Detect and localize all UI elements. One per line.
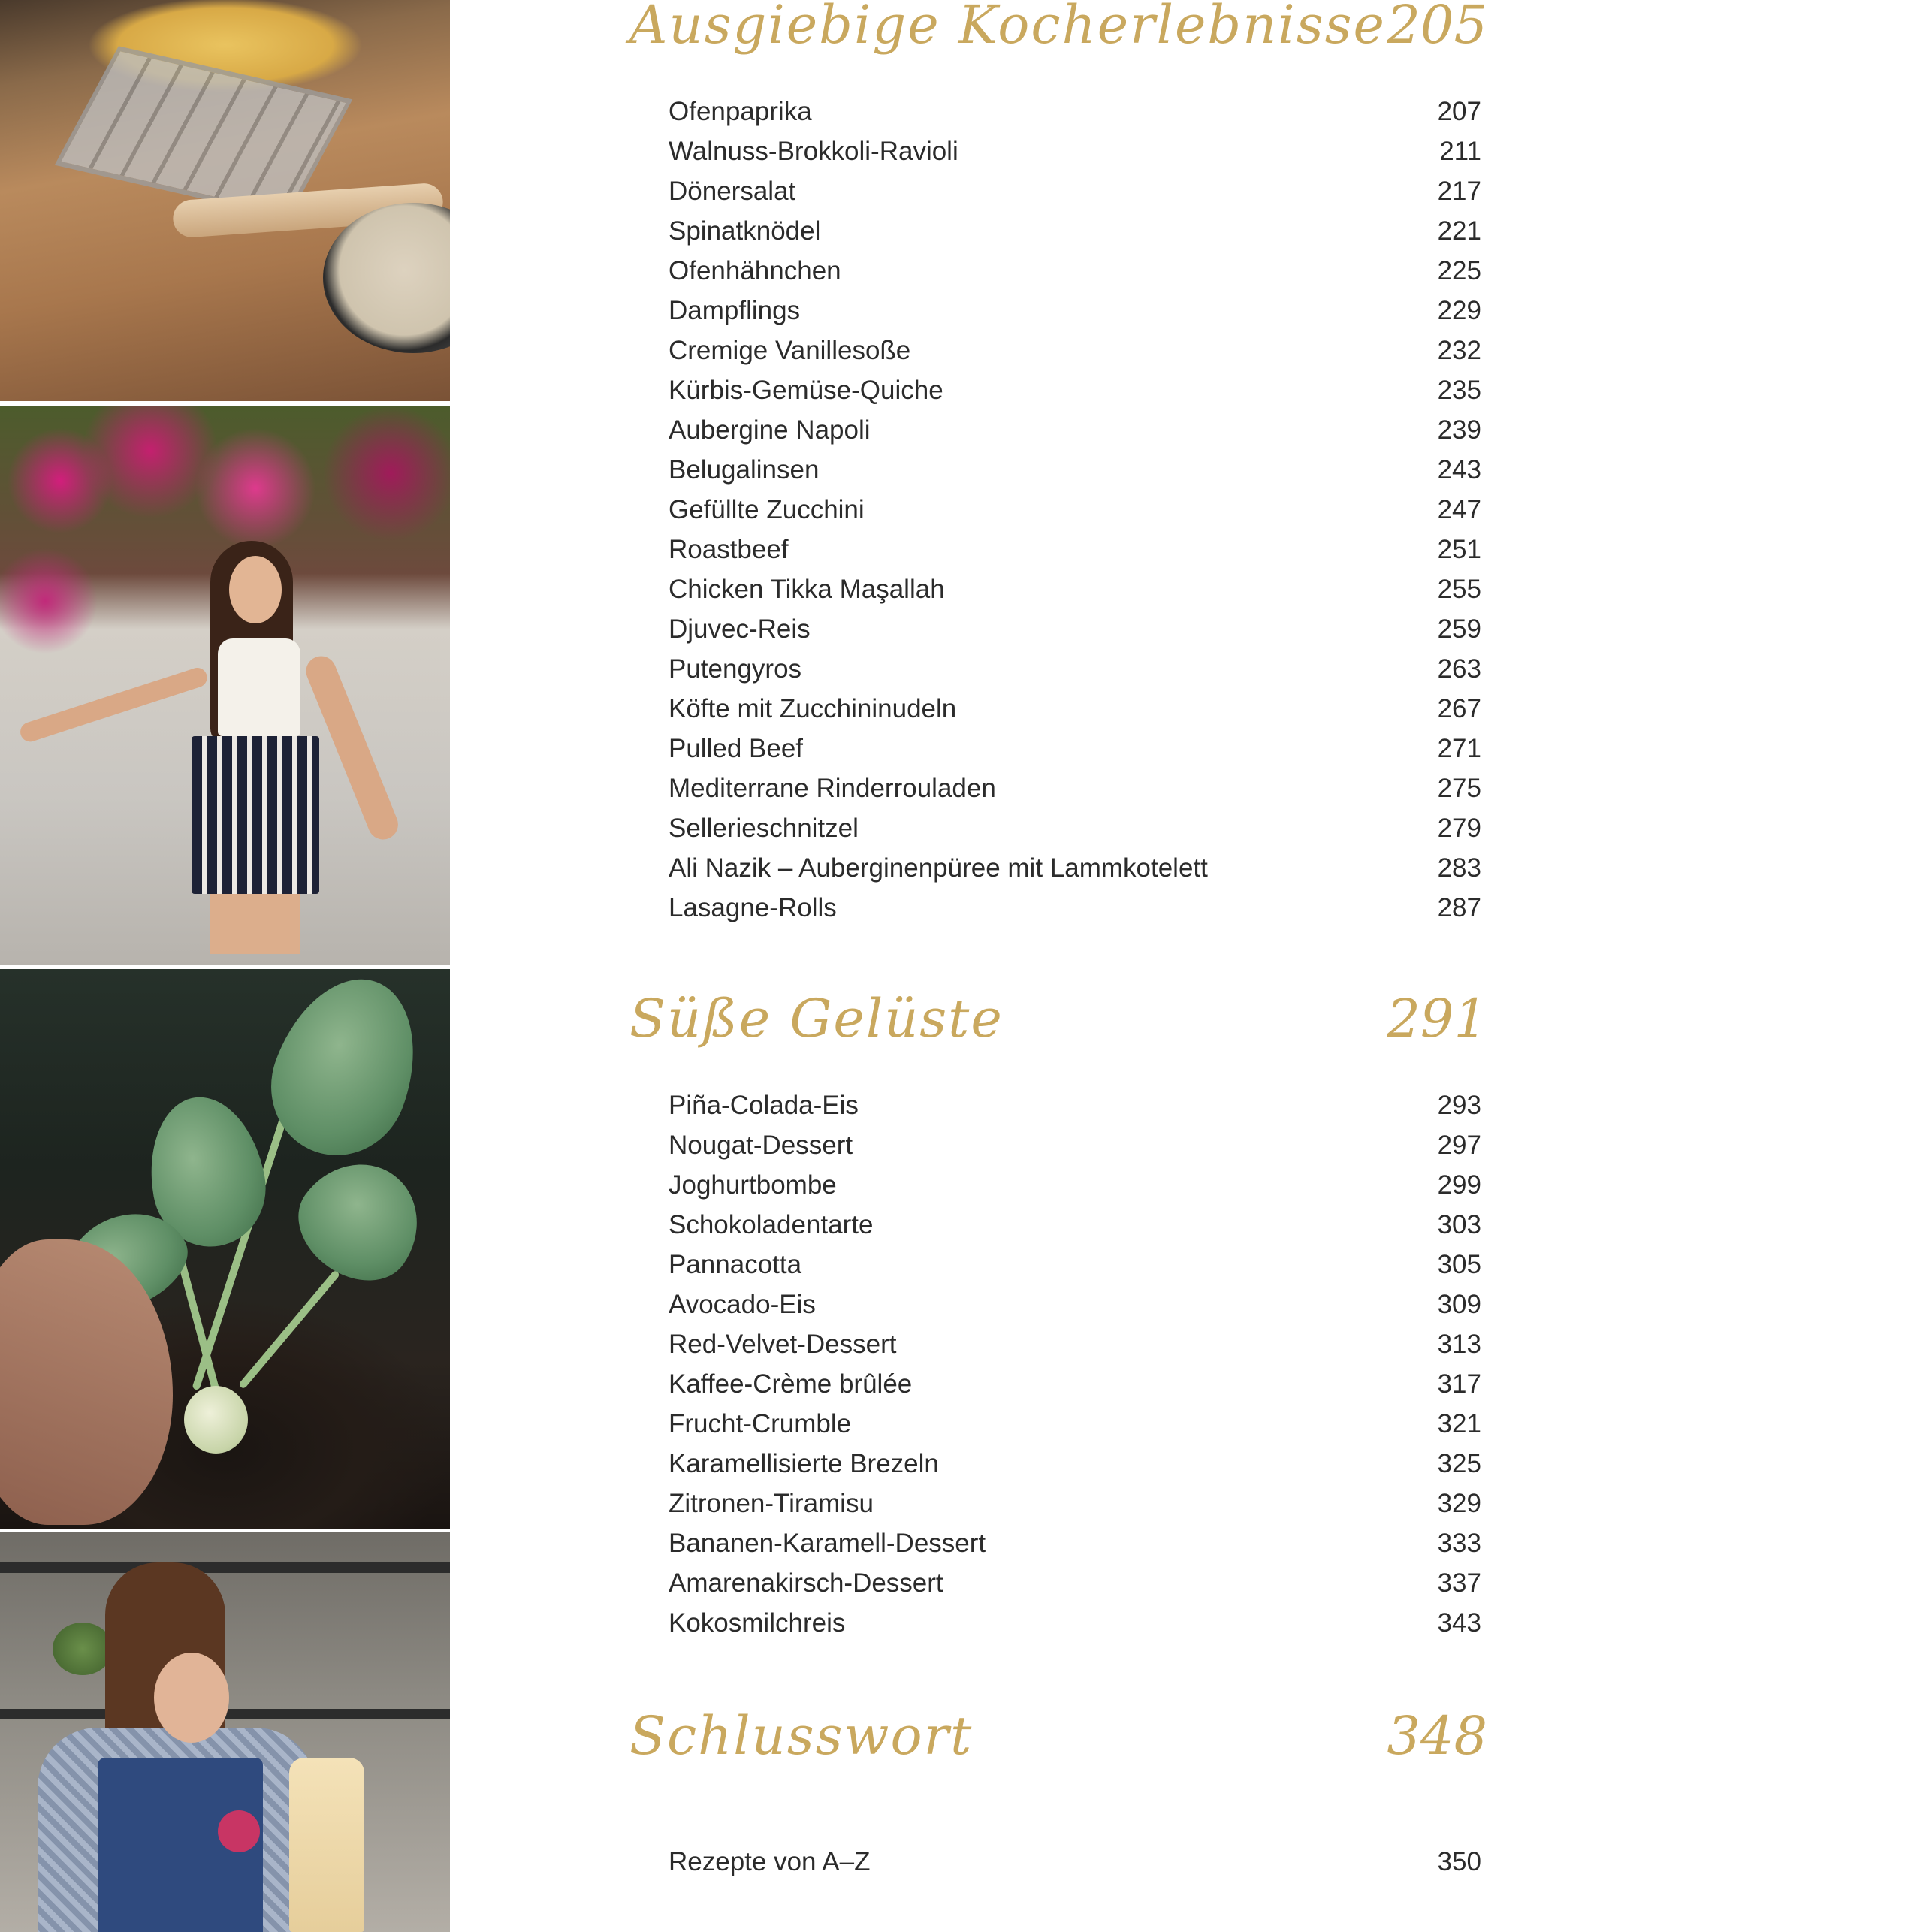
toc-entry[interactable] [669,1284,1481,1324]
section-page-number[interactable]: 348 [1387,1705,1487,1767]
toc-entry-title: Ofenhähnchen [669,256,841,285]
toc-entry-page: 211 [1439,137,1481,166]
toc-entry-page: 271 [1437,734,1481,763]
toc-entry[interactable] [669,848,1481,888]
toc-entry[interactable] [669,1364,1481,1404]
toc-entry-page: 217 [1437,177,1481,206]
toc-entry-page: 207 [1437,97,1481,126]
toc-entry-page: 247 [1437,495,1481,524]
toc-entry-page: 243 [1437,455,1481,485]
toc-entry-page: 221 [1437,216,1481,246]
section-entry-list [669,1085,1481,1643]
toc-entry[interactable] [669,729,1481,768]
toc-entry-title: Putengyros [669,654,802,684]
toc-entry-title: Spinatknödel [669,216,821,246]
toc-entry[interactable] [669,569,1481,609]
toc-entry-title: Frucht-Crumble [669,1409,852,1438]
toc-entry[interactable] [669,649,1481,689]
toc-entry[interactable] [669,1324,1481,1364]
toc-entry-page: 251 [1437,535,1481,564]
toc-entry-title: Avocado-Eis [669,1290,816,1319]
toc-entry-page: 235 [1437,376,1481,405]
toc-entry-page: 299 [1437,1170,1481,1200]
toc-entry-title: Sellerieschnitzel [669,814,859,843]
toc-entry-page: 255 [1437,575,1481,604]
toc-entry-title: Aubergine Napoli [669,415,871,445]
toc-entry-title: Köfte mit Zucchininudeln [669,694,957,723]
toc-entry-title: Gefüllte Zucchini [669,495,865,524]
toc-entry[interactable] [669,1603,1481,1643]
toc-entry-page: 329 [1437,1489,1481,1518]
toc-entry-page: 279 [1437,814,1481,843]
toc-entry[interactable] [669,1404,1481,1444]
toc-entry[interactable] [669,1125,1481,1165]
toc-entry[interactable] [669,331,1481,370]
section-entry-list [669,1842,1481,1882]
toc-entry[interactable] [669,1842,1481,1882]
toc-entry[interactable] [669,609,1481,649]
toc-entry[interactable] [669,1444,1481,1484]
toc-entry-page: 297 [1437,1131,1481,1160]
toc-entry[interactable] [669,490,1481,530]
toc-entry-title: Roastbeef [669,535,789,564]
toc-entry[interactable] [669,131,1481,171]
toc-entry-page: 325 [1437,1449,1481,1478]
toc-entry-page: 293 [1437,1091,1481,1120]
toc-entry-page: 259 [1437,614,1481,644]
toc-entry-page: 333 [1437,1529,1481,1558]
toc-entry-title: Dönersalat [669,177,796,206]
toc-entry-title: Bananen-Karamell-Dessert [669,1529,986,1558]
toc-entry-title: Rezepte von A–Z [669,1847,871,1876]
toc-entry[interactable] [669,689,1481,729]
toc-entry-page: 232 [1437,336,1481,365]
toc-entry[interactable] [669,1484,1481,1523]
toc-entry[interactable] [669,1205,1481,1245]
toc-entry-page: 321 [1437,1409,1481,1438]
toc-entry[interactable] [669,1563,1481,1603]
toc-entry-title: Nougat-Dessert [669,1131,853,1160]
toc-entry[interactable] [669,1085,1481,1125]
toc-entry-title: Pulled Beef [669,734,804,763]
toc-entry-title: Belugalinsen [669,455,820,485]
section-title[interactable]: Ausgiebige Kocherlebnisse [629,0,1386,56]
toc-entry-title: Chicken Tikka Maşallah [669,575,945,604]
toc-entry-page: 305 [1437,1250,1481,1279]
toc-entry-title: Joghurtbombe [669,1170,837,1200]
toc-entry-page: 350 [1437,1847,1481,1876]
toc-entry-title: Karamellisierte Brezeln [669,1449,939,1478]
toc-entry[interactable] [669,370,1481,410]
toc-entry-page: 275 [1437,774,1481,803]
toc-entry-title: Mediterrane Rinderrouladen [669,774,996,803]
toc-entry-page: 313 [1437,1330,1481,1359]
toc-entry-page: 337 [1437,1568,1481,1598]
toc-entry-page: 343 [1437,1608,1481,1638]
toc-entry-page: 287 [1437,893,1481,922]
toc-entry-title: Djuvec-Reis [669,614,811,644]
toc-entry[interactable] [669,888,1481,928]
toc-entry-title: Zitronen-Tiramisu [669,1489,874,1518]
toc-entry-page: 283 [1437,853,1481,883]
toc-entry-title: Kaffee-Crème brûlée [669,1369,913,1399]
toc-entry[interactable] [669,1523,1481,1563]
toc-entry-title: Kürbis-Gemüse-Quiche [669,376,943,405]
toc-entry-page: 267 [1437,694,1481,723]
section-title[interactable]: Schlusswort [629,1705,974,1767]
section-page-number[interactable]: 205 [1387,0,1487,56]
toc-entry-title: Piña-Colada-Eis [669,1091,859,1120]
toc-entry-page: 303 [1437,1210,1481,1239]
toc-entry-title: Kokosmilchreis [669,1608,846,1638]
toc-entry[interactable] [669,1245,1481,1284]
section-title[interactable]: Süße Gelüste [629,988,1004,1049]
toc-entry-title: Walnuss-Brokkoli-Ravioli [669,137,958,166]
toc-entry-page: 309 [1437,1290,1481,1319]
toc-entry[interactable] [669,450,1481,490]
toc-entry[interactable] [669,291,1481,331]
toc-entry-page: 229 [1437,296,1481,325]
toc-entry-title: Pannacotta [669,1250,802,1279]
toc-entry[interactable] [669,530,1481,569]
toc-entry[interactable] [669,808,1481,848]
toc-entry-page: 317 [1437,1369,1481,1399]
toc-entry-title: Dampflings [669,296,801,325]
toc-entry-title: Amarenakirsch-Dessert [669,1568,943,1598]
toc-entry[interactable] [669,251,1481,291]
toc-entry[interactable] [669,1165,1481,1205]
toc-entry-page: 225 [1437,256,1481,285]
toc-entry[interactable] [669,171,1481,211]
toc-entry-page: 239 [1437,415,1481,445]
toc-entry-page: 263 [1437,654,1481,684]
toc-entry-title: Lasagne-Rolls [669,893,837,922]
toc-entry-title: Ofenpaprika [669,97,812,126]
toc-entry-title: Red-Velvet-Dessert [669,1330,897,1359]
toc-entry-title: Schokoladentarte [669,1210,874,1239]
toc-entry[interactable] [669,92,1481,131]
section-page-number[interactable]: 291 [1387,988,1487,1049]
toc-entry[interactable] [669,211,1481,251]
toc-entry-title: Cremige Vanillesoße [669,336,911,365]
toc-entry[interactable] [669,410,1481,450]
section-entry-list [669,92,1481,928]
toc-entry-title: Ali Nazik – Auberginenpüree mit Lammkotelett [669,853,1208,883]
toc-entry[interactable] [669,768,1481,808]
